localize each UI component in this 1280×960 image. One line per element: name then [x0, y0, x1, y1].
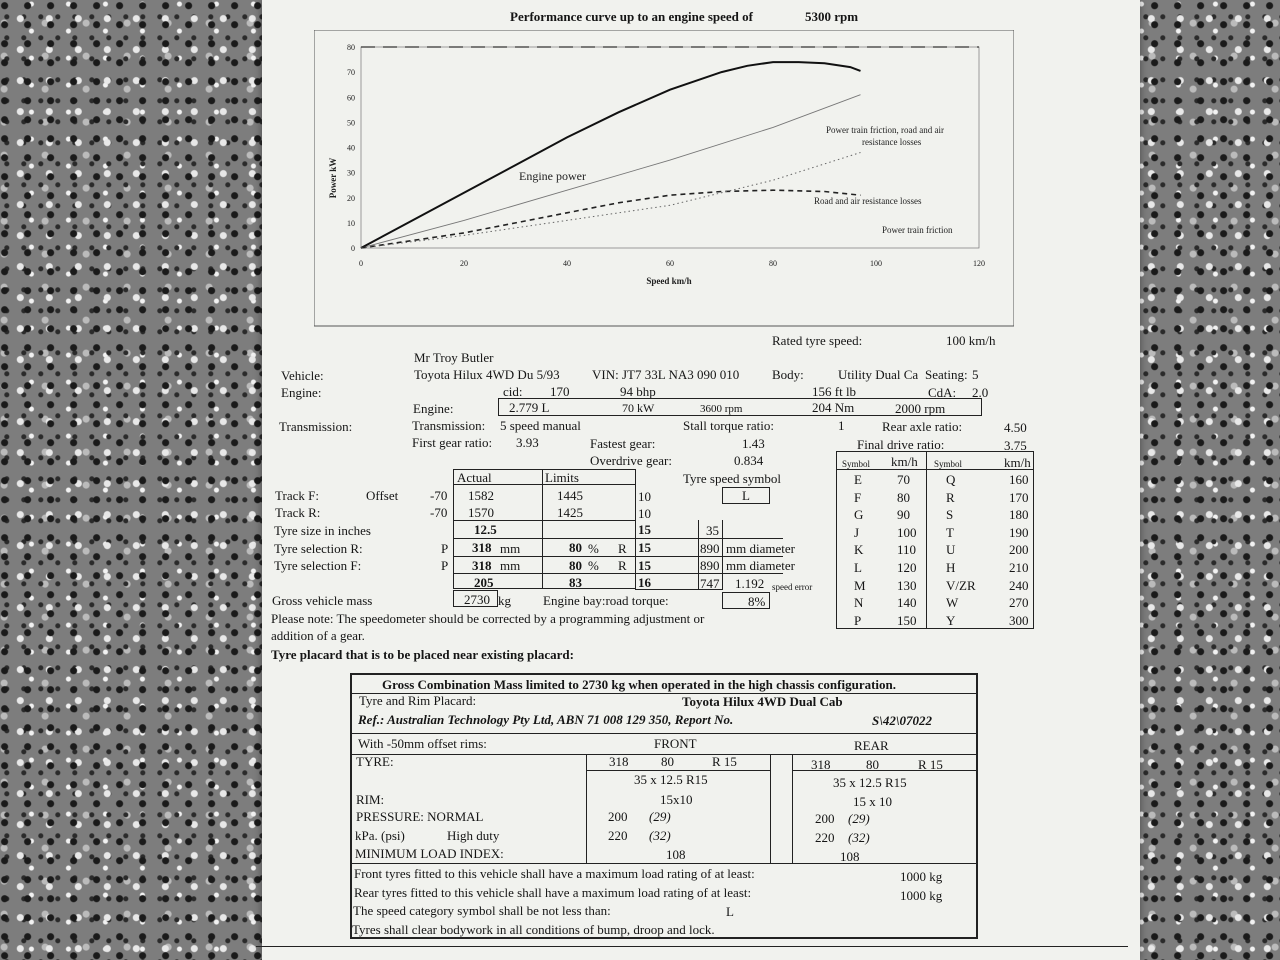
placard-rear-header: REAR: [854, 738, 889, 753]
y-tick-label: 70: [347, 68, 355, 78]
series-line-1: [361, 95, 861, 248]
speed-table-cell: M: [854, 577, 866, 593]
note-line-1: Please note: The speedometer should be corrected by a programming adjustment or: [271, 611, 705, 626]
speed-table-cell: T: [946, 524, 954, 540]
speed-table-cell: 150: [897, 612, 917, 628]
engine-label-2: Engine:: [413, 401, 454, 416]
orig-tyre-width: 205: [474, 575, 494, 590]
tyre-sel-r-pct: %: [588, 541, 599, 556]
tyre-sel-r-ratio: 80: [569, 540, 582, 555]
plot-area: [361, 47, 979, 248]
tyre-sel-f-r: R: [618, 558, 627, 573]
x-tick-label: 40: [563, 259, 571, 268]
track-f-limit-2: 10: [638, 489, 651, 504]
engine-label: Engine:: [281, 385, 322, 400]
placard-heading: Tyre placard that is to be placed near existing placard:: [271, 647, 574, 662]
tyre-speed-symbol-value: L: [742, 488, 750, 503]
front-rim: 15x10: [660, 792, 693, 807]
placard-kpa-label: kPa. (psi): [355, 828, 405, 843]
placard-rim-label: RIM:: [356, 792, 385, 807]
transmission-label-2: Transmission:: [412, 418, 486, 433]
placard-high-duty: High duty: [447, 828, 500, 843]
front-pressure-high: 220: [608, 828, 628, 843]
fastest-gear-value: 1.43: [742, 436, 765, 451]
rear-tyre-width: 318: [811, 757, 831, 772]
first-gear-label: First gear ratio:: [412, 435, 493, 450]
speed-category-text: The speed category symbol shall be not less than:: [353, 903, 611, 918]
speed-table-cell: Q: [946, 472, 956, 487]
engine-kw: 70 kW: [622, 401, 655, 415]
final-drive-value: 3.75: [1004, 438, 1027, 453]
tyre-sel-r-rim: 15: [638, 540, 651, 555]
front-tyre-rim: R 15: [712, 754, 737, 769]
speed-table-header-kmh-1: km/h: [891, 454, 918, 469]
y-axis-label: Power kW: [328, 157, 338, 199]
front-rating-value: 1000 kg: [900, 869, 943, 884]
y-tick-label: 80: [347, 43, 355, 52]
engine-bay-value: 8%: [748, 594, 766, 609]
speed-table-cell: 110: [897, 542, 917, 558]
page-title: Performance curve up to an engine speed of: [510, 9, 753, 24]
annotation-engine-power: Engine power: [519, 169, 586, 183]
gvm-label: Gross vehicle mass: [272, 593, 373, 608]
rear-axle-label: Rear axle ratio:: [882, 419, 963, 434]
speed-table-cell: U: [946, 542, 956, 558]
speed-table-cell: 120: [897, 560, 917, 575]
speed-table-cell: P: [854, 612, 862, 628]
rated-tyre-speed-value: 100 km/h: [946, 333, 996, 348]
annotation-total-losses-1: Power train friction, road and air: [826, 125, 944, 135]
speed-table-cell: G: [854, 507, 864, 523]
track-r-limit-2: 10: [638, 506, 651, 521]
bottom-rule: [256, 946, 1128, 947]
engine-litres: 2.779 L: [509, 400, 550, 415]
x-tick-label: 80: [769, 259, 777, 268]
overdrive-value: 0.834: [734, 453, 764, 468]
engine-ftlb: 156 ft lb: [812, 384, 857, 399]
engine-bhp: 94 bhp: [620, 384, 656, 399]
tyre-sel-r-diam: 890: [700, 541, 720, 556]
vin-label: VIN:: [592, 367, 619, 382]
engine-bay-label: Engine bay:road torque:: [543, 593, 669, 608]
speed-table-cell: 180: [1009, 507, 1029, 523]
tyre-sel-f-pct: %: [588, 558, 599, 573]
vehicle-model: Toyota Hilux 4WD Du 5/93: [414, 367, 560, 382]
tyre-speed-symbol-label: Tyre speed symbol: [683, 471, 782, 486]
rear-pressure-normal-psi: (29): [848, 811, 870, 826]
series-line-0: [361, 62, 861, 248]
engine-rpm-torque: 2000 rpm: [895, 401, 946, 416]
placard-ref: Ref.: Australian Technology Pty Ltd, ABN 71 008 129 350, Report No.: [358, 712, 734, 727]
speed-table-cell: 170: [1009, 489, 1029, 505]
rear-tyre-ratio: 80: [866, 757, 879, 772]
rear-rim: 15 x 10: [853, 794, 892, 809]
speed-category-value: L: [726, 904, 734, 919]
speed-table-cell: 160: [1009, 472, 1029, 487]
body-value: Utility Dual Ca: [838, 367, 919, 382]
placard-offset-rims: With -50mm offset rims:: [358, 736, 487, 751]
vehicle-label: Vehicle:: [281, 368, 324, 383]
tyre-size-value-2: 15: [638, 522, 651, 537]
rear-pressure-high: 220: [815, 830, 835, 845]
speed-table-header-symbol-2: Symbol: [934, 459, 963, 469]
rear-rating-text: Rear tyres fitted to this vehicle shall have a maximum load rating of at least:: [354, 885, 752, 900]
speed-table-cell: 240: [1009, 577, 1029, 593]
tyre-sel-r-width: 318: [472, 540, 492, 555]
body-label: Body:: [772, 367, 804, 382]
rear-axle-value: 4.50: [1004, 420, 1027, 435]
front-load-index: 108: [666, 847, 686, 862]
rear-pressure-high-psi: (32): [848, 830, 870, 845]
tyre-sel-r-mm: mm: [500, 541, 521, 556]
seating-label: Seating:: [925, 367, 968, 382]
y-tick-label: 30: [347, 168, 355, 178]
tyre-sel-r-label: Tyre selection R:: [274, 541, 363, 556]
speed-table-cell: 300: [1009, 612, 1029, 628]
speed-table-cell: S: [946, 507, 954, 523]
placard-tyre-label: TYRE:: [356, 754, 394, 769]
tyre-size-value-3: 35: [706, 523, 719, 538]
x-axis-label: Speed km/h: [646, 276, 692, 286]
track-r-offset: -70: [430, 505, 448, 520]
y-tick-label: 40: [347, 143, 355, 153]
annotation-road-air: Road and air resistance losses: [814, 196, 922, 206]
tyre-sel-f-label: Tyre selection F:: [274, 558, 362, 573]
speed-table-cell: 200: [1009, 542, 1029, 558]
speed-table-header-symbol-1: Symbol: [842, 459, 871, 469]
engine-torque: 204 Nm: [812, 400, 855, 415]
y-tick-label: 0: [351, 244, 355, 253]
track-r-limit: 1425: [557, 505, 583, 520]
front-tyre-width: 318: [609, 754, 629, 769]
seating-value: 5: [972, 367, 979, 382]
tyre-sel-r-p: P: [441, 541, 449, 556]
placard-gcm: Gross Combination Mass limited to 2730 kg when operated in the high chassis configuration.: [382, 677, 897, 692]
placard-vehicle: Toyota Hilux 4WD Dual Cab: [682, 694, 843, 709]
tyre-sel-f-diam: 890: [700, 558, 720, 573]
limits-header: Limits: [545, 470, 579, 485]
placard-pressure-label: PRESSURE: NORMAL: [356, 809, 484, 824]
speed-table-cell: 190: [1009, 524, 1029, 540]
actual-header: Actual: [457, 470, 492, 485]
annotation-total-losses-2: resistance losses: [862, 137, 922, 147]
stall-value: 1: [838, 418, 845, 433]
x-tick-label: 120: [973, 259, 985, 268]
rear-pressure-normal: 200: [815, 811, 835, 826]
engine-rpm: 5300 rpm: [805, 9, 859, 24]
x-tick-label: 100: [870, 259, 882, 268]
tyre-sel-f-width: 318: [472, 558, 492, 573]
orig-tyre-diam: 747: [700, 576, 720, 591]
y-tick-label: 50: [347, 118, 355, 128]
speed-table-cell: 80: [897, 489, 910, 505]
speed-table-cell: K: [854, 542, 864, 558]
speed-table-cell: E: [854, 472, 862, 487]
performance-chart: [314, 30, 1014, 330]
speed-table-cell: 100: [897, 524, 917, 540]
front-rating-text: Front tyres fitted to this vehicle shall have a maximum load rating of at least:: [354, 866, 755, 881]
speed-table-cell: W: [946, 595, 959, 611]
rear-load-index: 108: [840, 849, 860, 864]
speed-table-cell: 210: [1009, 560, 1029, 575]
engine-rpm-power: 3600 rpm: [700, 403, 743, 415]
speed-table-cell: 140: [897, 595, 917, 611]
transmission-label: Transmission:: [279, 419, 353, 434]
first-gear-value: 3.93: [516, 435, 539, 450]
rear-tyre-alt: 35 x 12.5 R15: [833, 775, 907, 790]
note-line-2: addition of a gear.: [271, 628, 365, 643]
gvm-value: 2730: [464, 592, 490, 607]
owner-name: Mr Troy Butler: [414, 350, 494, 365]
speed-table-header-kmh-2: km/h: [1004, 455, 1031, 470]
final-drive-label: Final drive ratio:: [857, 437, 945, 452]
track-f-label: Track F:: [275, 488, 319, 503]
tyre-size-label: Tyre size in inches: [274, 523, 371, 538]
cid-value: 170: [550, 384, 570, 399]
track-r-label: Track R:: [275, 505, 321, 520]
x-tick-label: 60: [666, 259, 674, 268]
speed-error-ratio: 1.192: [735, 576, 765, 591]
transmission-type: 5 speed manual: [500, 418, 581, 433]
stall-label: Stall torque ratio:: [683, 418, 774, 433]
track-f-actual: 1582: [468, 488, 494, 503]
speed-table-cell: F: [854, 489, 862, 505]
speed-table-cell: N: [854, 595, 864, 611]
front-pressure-normal: 200: [608, 809, 628, 824]
track-f-offset: -70: [430, 488, 448, 503]
placard-min-load-label: MINIMUM LOAD INDEX:: [355, 846, 504, 861]
tyre-sel-r-r: R: [618, 541, 627, 556]
front-tyre-alt: 35 x 12.5 R15: [634, 772, 708, 787]
orig-tyre-ratio: 83: [569, 575, 582, 590]
offset-label: Offset: [366, 488, 399, 503]
y-tick-label: 10: [347, 218, 355, 228]
vin-value: JT7 33L NA3 090 010: [622, 367, 740, 382]
series-line-3: [361, 153, 861, 249]
speed-table-cell: Y: [946, 612, 956, 628]
rear-tyre-rim: R 15: [918, 757, 943, 772]
track-r-actual: 1570: [468, 505, 494, 520]
tyre-sel-f-ratio: 80: [569, 558, 582, 573]
speed-table-cell: 270: [1009, 595, 1029, 611]
speed-error-label: speed error: [772, 582, 813, 592]
clearance-text: Tyres shall clear bodywork in all conditions of bump, droop and lock.: [352, 922, 715, 937]
cda-value: 2.0: [972, 385, 989, 400]
speed-table-cell: H: [946, 560, 956, 575]
placard-front-header: FRONT: [654, 736, 697, 751]
cda-label: CdA:: [928, 385, 957, 400]
speed-table-cell: 90: [897, 507, 910, 523]
track-f-limit: 1445: [557, 488, 583, 503]
tyre-sel-r-diam-label: mm diameter: [726, 541, 795, 556]
speed-table-cell: L: [854, 560, 862, 575]
x-tick-label: 20: [460, 259, 468, 268]
tyre-sel-f-p: P: [441, 558, 449, 573]
placard-trp-label: Tyre and Rim Placard:: [359, 693, 477, 708]
cid-label: cid:: [503, 384, 523, 399]
series-line-2: [361, 190, 861, 248]
rated-tyre-speed-label: Rated tyre speed:: [772, 333, 863, 348]
orig-tyre-rim: 16: [638, 575, 651, 590]
y-tick-label: 20: [347, 193, 355, 203]
front-pressure-normal-psi: (29): [649, 809, 671, 824]
annotation-powertrain: Power train friction: [882, 225, 953, 235]
speed-table-cell: 70: [897, 472, 910, 487]
speed-symbol-table: [836, 451, 1034, 629]
tyre-sel-f-mm: mm: [500, 558, 521, 573]
speed-table-cell: 130: [897, 577, 917, 593]
speed-table-cell: V/ZR: [946, 577, 976, 593]
rear-rating-value: 1000 kg: [900, 888, 943, 903]
fastest-gear-label: Fastest gear:: [590, 436, 656, 451]
front-tyre-ratio: 80: [661, 754, 674, 769]
tyre-size-value: 12.5: [474, 522, 497, 537]
x-tick-label: 0: [359, 259, 363, 268]
speed-table-cell: R: [946, 489, 955, 505]
gvm-unit: kg: [498, 593, 511, 608]
y-tick-label: 60: [347, 93, 355, 103]
speed-table-cell: J: [854, 524, 860, 540]
overdrive-label: Overdrive gear:: [590, 453, 672, 468]
tyre-sel-f-rim: 15: [638, 558, 651, 573]
front-pressure-high-psi: (32): [649, 828, 671, 843]
tyre-sel-f-diam-label: mm diameter: [726, 558, 795, 573]
placard-report-no: S\42\07022: [872, 713, 932, 728]
